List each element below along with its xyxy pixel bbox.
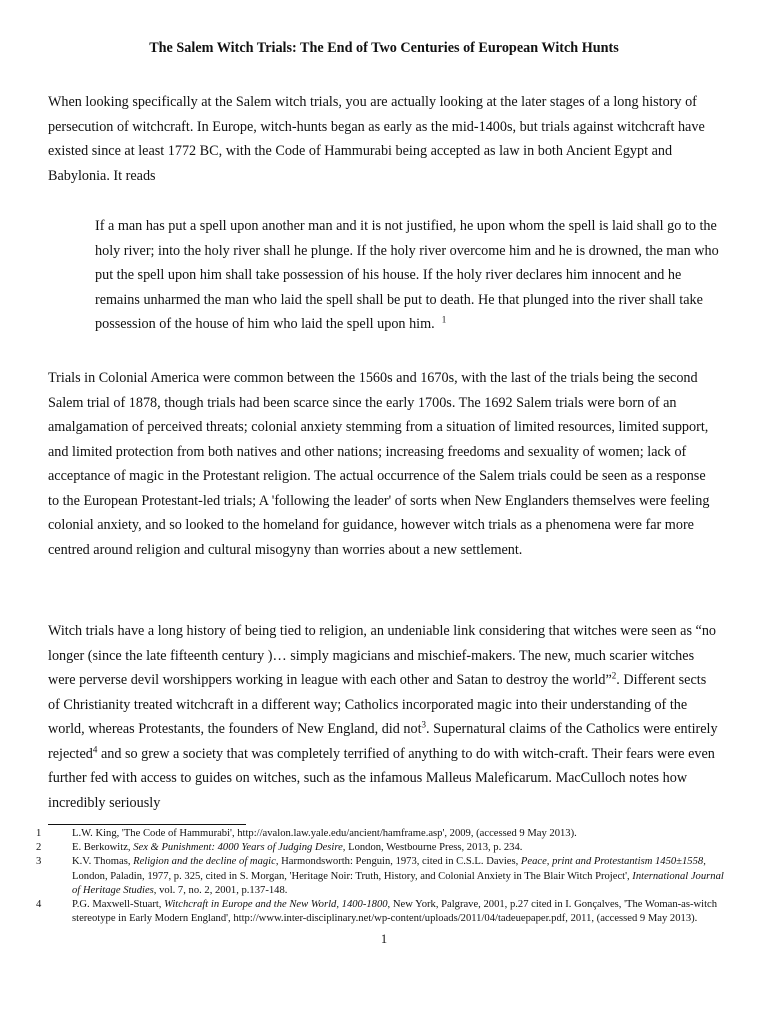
paragraph-religion-part3: . Supernatural claims of the Catholics were entirely rejected — [48, 721, 718, 762]
footnote-2 — [36, 841, 726, 855]
paragraph-colonial-america: Trials in Colonial America were common between the 1560s and 1670s, with the last of the trials being the second Salem trial of 1878, though trials had been scarce since the early 1700s. The 1692 Salem trials were born of an amalgamation of perceived threats; colonial anxiety stemming from a situation of limited resources, limited support, and limited protection from both natives and other nations; increasing freedoms and sexuality of women; lack of acceptance of magic in the Protestant religion. The actual occurrence of the Salem trials could be seen as a response to the European Protestant-led trials; A 'following the leader' of sorts when New Englanders themselves were feeling colonial anxiety, and so looked to the homeland for guidance, however witch trials as a phenomena were far more centred around religion and cultural misogyny than worries about a new settlement. — [48, 370, 710, 558]
footnote-ref-4[interactable]: 4 — [92, 743, 98, 754]
footnotes — [36, 827, 726, 926]
footnote-text — [72, 898, 726, 926]
paragraph-religion-part2: . Different sects of Christianity treated witchcraft in a different way; Catholics incorporated magic into their understanding of the world, whereas Protestants, the founders of New England, did not — [48, 672, 707, 737]
footnote-title-italic: International Journal of Heritage Studies — [72, 870, 724, 896]
footnote-number: 2 — [36, 842, 42, 854]
footnote-text-part: E. Berkowitz, — [72, 842, 134, 854]
document-title: The Salem Witch Trials: The End of Two Centuries of European Witch Hunts — [149, 40, 619, 56]
footnote-number: 1 — [36, 828, 42, 839]
footnote-3 — [36, 855, 726, 898]
footnote-separator — [48, 824, 246, 825]
footnote-number: 4 — [36, 899, 42, 911]
footnote-1 — [36, 827, 726, 841]
footnote-text-part: P.G. Maxwell-Stuart, — [72, 899, 165, 911]
paragraph-intro: When looking specifically at the Salem witch trials, you are actually looking at the later stages of a long history of persecution of witchcraft. In Europe, witch-hunts began as early as the mid-1400s, but trials against witchcraft have existed since at least 1772 BC, with the Code of Hammurabi being accepted as law in both Ancient Egypt and Babylonia. It reads — [48, 94, 705, 184]
footnote-text-part: , vol. 7, no. 2, 2001, p.137-148. — [153, 884, 288, 896]
footnote-text — [72, 827, 726, 841]
paragraph-religion-part4: and so grew a society that was completely terrified of anything to do with witch-craft. Their fears were even further fed with access to guides on witches, such as the infamous Malleus Maleficarum. MacCulloch notes how incredibly seriously — [48, 745, 715, 811]
block-quote — [95, 214, 720, 337]
footnote-text-part: , Harmondsworth: Penguin, 1973, cited in C.S.L. Davies, — [275, 856, 521, 868]
footnote-title-italic: Peace, print and Protestantism 1450±1558 — [520, 856, 704, 868]
footnote-title-italic: Religion and the decline of magic — [133, 856, 276, 868]
footnote-text — [72, 841, 726, 855]
footnote-text-part: K.V. Thomas, — [72, 856, 134, 868]
footnote-text-part: London, Westbourne Press, 2013, p. 234. — [345, 842, 523, 854]
footnote-text — [72, 855, 726, 898]
footnote-title-italic: Sex & Punishment: 4000 Years of Judging Desire, — [133, 842, 346, 854]
footnote-number: 3 — [36, 856, 42, 868]
footnote-4 — [36, 898, 726, 926]
footnote-title-italic: Witchcraft in Europe and the New World, 1400-1800 — [164, 899, 388, 911]
footnote-ref-3[interactable]: 3 — [421, 719, 427, 730]
footnote-text-part: , London, Paladin, 1977, p. 325, cited in S. Morgan, 'Heritage Noir: Truth, History, and Colonial Anxiety in The Blair Witch Project', — [72, 856, 706, 882]
footnote-text-part: L.W. King, 'The Code of Hammurabi', http://avalon.law.yale.edu/ancient/hamframe.asp', 2009, (accessed 9 May 2013). — [72, 828, 577, 839]
page-number: 1 — [380, 932, 388, 946]
footnote-ref-1[interactable]: 1 — [441, 314, 447, 325]
footnote-text-part: , New York, Palgrave, 2001, p.27 cited in I. Gonçalves, 'The Woman-as-witch stereotype in Early Modern England', http://www.inter-disciplinary.net/wp-content/uploads/2011/04/tadeuepaper.pdf, 2011, (accessed 9 May 2013). — [72, 899, 718, 925]
paragraph-religion-part1: Witch trials have a long history of being tied to religion, an undeniable link considering that witches were seen as “no longer (since the late fifteenth century )… simply magicians and mischief-makers. The new, much scarier witches were perverse devil worshippers working in league with each other and Satan to destroy the world” — [48, 623, 717, 688]
quote-text: If a man has put a spell upon another man and it is not justified, he upon whom the spell is laid shall go to the holy river; into the holy river shall he plunge. If the holy river overcome him and he is drowned, the man who put the spell upon him shall take possession of his house. If the holy river declares him innocent and he remains unharmed the man who laid the spell shall be put to death. He that plunged into the river shall take possession of the house of him who laid the spell upon him. — [95, 218, 719, 332]
paragraph-religion — [48, 619, 720, 815]
footnote-ref-2[interactable]: 2 — [611, 670, 617, 681]
